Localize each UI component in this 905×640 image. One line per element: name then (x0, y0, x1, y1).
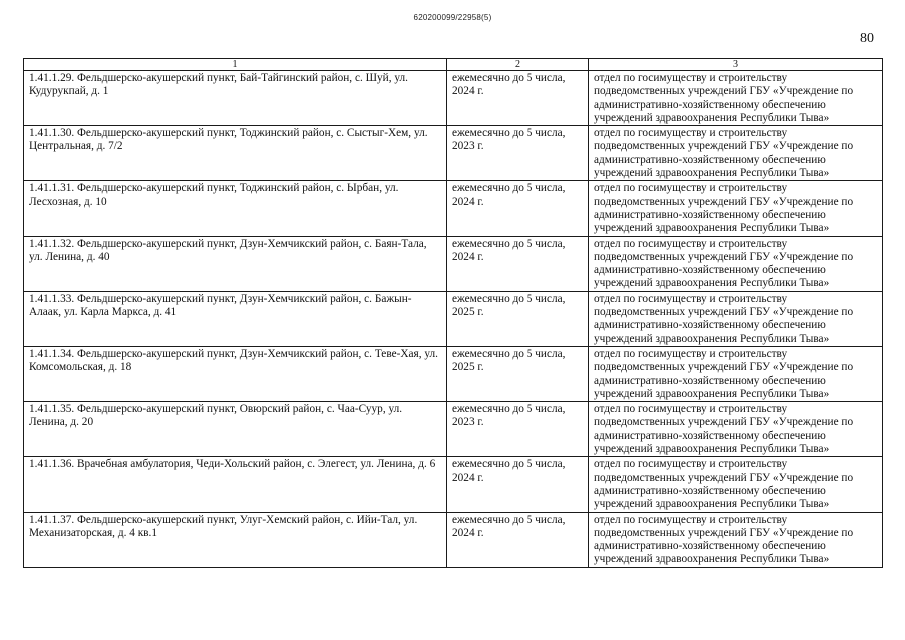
facility-cell: 1.41.1.33. Фельдшерско-акушерский пункт, Дзун-Хемчикский район, с. Бажын-Алаак, ул. Карла Маркса, д. 41 (24, 291, 447, 346)
facility-cell: 1.41.1.29. Фельдшерско-акушерский пункт, Бай-Тайгинский район, с. Шуй, ул. Кудурукпай, д. 1 (24, 71, 447, 126)
column-header-3: 3 (589, 59, 883, 71)
table-row (24, 126, 883, 181)
page-number: 80 (860, 31, 874, 46)
deadline-cell: ежемесячно до 5 числа, 2024 г. (447, 457, 589, 512)
facility-cell: 1.41.1.35. Фельдшерско-акушерский пункт, Овюрский район, с. Чаа-Суур, ул. Ленина, д. 20 (24, 402, 447, 457)
schedule-table (23, 58, 883, 568)
responsible-cell: отдел по госимуществу и строительству подведомственных учреждений ГБУ «Учреждение по административно-хозяйственному обеспечению учреждений здравоохранения Республики Тыва» (589, 402, 883, 457)
responsible-cell: отдел по госимуществу и строительству подведомственных учреждений ГБУ «Учреждение по административно-хозяйственному обеспечению учреждений здравоохранения Республики Тыва» (589, 291, 883, 346)
facility-cell: 1.41.1.37. Фельдшерско-акушерский пункт, Улуг-Хемский район, с. Ийи-Тал, ул. Механизаторская, д. 4 кв.1 (24, 512, 447, 567)
column-header-2: 2 (447, 59, 589, 71)
facility-cell: 1.41.1.31. Фельдшерско-акушерский пункт, Тоджинский район, с. Ырбан, ул. Лесхозная, д. 10 (24, 181, 447, 236)
table-row (24, 291, 883, 346)
table-row (24, 512, 883, 567)
facility-cell: 1.41.1.36. Врачебная амбулатория, Чеди-Хольский район, с. Элегест, ул. Ленина, д. 6 (24, 457, 447, 512)
table-row (24, 181, 883, 236)
table-row (24, 236, 883, 291)
responsible-cell: отдел по госимуществу и строительству подведомственных учреждений ГБУ «Учреждение по административно-хозяйственному обеспечению учреждений здравоохранения Республики Тыва» (589, 236, 883, 291)
table-body (24, 71, 883, 568)
facility-cell: 1.41.1.32. Фельдшерско-акушерский пункт, Дзун-Хемчикский район, с. Баян-Тала, ул. Ленина, д. 40 (24, 236, 447, 291)
responsible-cell: отдел по госимуществу и строительству подведомственных учреждений ГБУ «Учреждение по административно-хозяйственному обеспечению учреждений здравоохранения Республики Тыва» (589, 71, 883, 126)
responsible-cell: отдел по госимуществу и строительству подведомственных учреждений ГБУ «Учреждение по административно-хозяйственному обеспечению учреждений здравоохранения Республики Тыва» (589, 181, 883, 236)
deadline-cell: ежемесячно до 5 числа, 2025 г. (447, 346, 589, 401)
table-row (24, 346, 883, 401)
table-row (24, 402, 883, 457)
table-header-row (24, 59, 883, 71)
responsible-cell: отдел по госимуществу и строительству подведомственных учреждений ГБУ «Учреждение по административно-хозяйственному обеспечению учреждений здравоохранения Республики Тыва» (589, 457, 883, 512)
deadline-cell: ежемесячно до 5 числа, 2024 г. (447, 512, 589, 567)
deadline-cell: ежемесячно до 5 числа, 2024 г. (447, 71, 589, 126)
table-row (24, 71, 883, 126)
deadline-cell: ежемесячно до 5 числа, 2024 г. (447, 181, 589, 236)
deadline-cell: ежемесячно до 5 числа, 2024 г. (447, 236, 589, 291)
deadline-cell: ежемесячно до 5 числа, 2023 г. (447, 126, 589, 181)
responsible-cell: отдел по госимуществу и строительству подведомственных учреждений ГБУ «Учреждение по административно-хозяйственному обеспечению учреждений здравоохранения Республики Тыва» (589, 512, 883, 567)
facility-cell: 1.41.1.30. Фельдшерско-акушерский пункт, Тоджинский район, с. Сыстыг-Хем, ул. Центральная, д. 7/2 (24, 126, 447, 181)
responsible-cell: отдел по госимуществу и строительству подведомственных учреждений ГБУ «Учреждение по административно-хозяйственному обеспечению учреждений здравоохранения Республики Тыва» (589, 346, 883, 401)
responsible-cell: отдел по госимуществу и строительству подведомственных учреждений ГБУ «Учреждение по административно-хозяйственному обеспечению учреждений здравоохранения Республики Тыва» (589, 126, 883, 181)
table-row (24, 457, 883, 512)
table-header (24, 59, 883, 71)
column-header-1: 1 (24, 59, 447, 71)
deadline-cell: ежемесячно до 5 числа, 2025 г. (447, 291, 589, 346)
facility-cell: 1.41.1.34. Фельдшерско-акушерский пункт, Дзун-Хемчикский район, с. Теве-Хая, ул. Комсомольская, д. 18 (24, 346, 447, 401)
document-registration-number: 620200099/22958(5) (413, 13, 492, 22)
deadline-cell: ежемесячно до 5 числа, 2023 г. (447, 402, 589, 457)
